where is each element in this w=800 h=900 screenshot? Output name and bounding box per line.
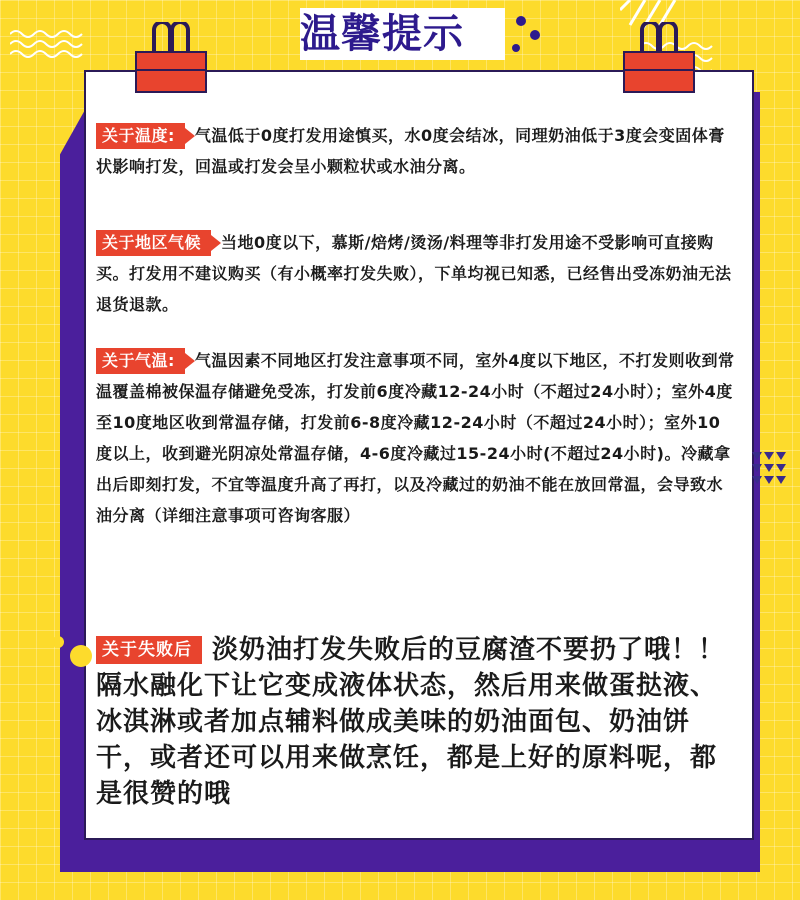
section-after-failure <box>96 632 736 812</box>
section-text: 气温因素不同地区打发注意事项不同，室外4度以下地区，不打发则收到常温覆盖棉被保温存储避免受冻，打发前6度冷藏12-24小时（不超过24小时）；室外4度至10度地区收到常温存储，打发前6-8度冷藏12-24小时（不超过24小时）；室外10度以上，收到避光阴凉处常温存储，4-6度冷藏过15-24小时(不超过24小时)。冷藏拿出后即刻打发，不宜等温度升高了再打，以及冷藏过的奶油不能在放回常温，会导致水油分离（详细注意事项可咨询客服） <box>96 351 735 525</box>
section-region-climate <box>96 227 736 320</box>
wave-decoration-top-left <box>10 28 85 58</box>
section-tag: 关于气温: <box>96 348 185 374</box>
section-text: 气温低于0度打发用途慎买，水0度会结冰，同理奶油低于3度会变固体膏状影响打发，回温或打发会呈小颗粒状或水油分离。 <box>96 126 725 176</box>
section-text: 当地0度以下，慕斯/焙烤/烫汤/料理等非打发用途不受影响可直接购买。打发用不建议购买（有小概率打发失败），下单均视已知悉，已经售出受冻奶油无法退货退款。 <box>96 233 732 314</box>
yellow-dot-decoration <box>52 636 64 648</box>
title-dot-decoration <box>516 16 526 26</box>
section-temperature <box>96 120 736 182</box>
shopping-bag-icon <box>616 22 706 94</box>
section-tag: 关于地区气候 <box>96 230 211 256</box>
section-tag: 关于温度: <box>96 123 185 149</box>
triangle-pattern-decoration <box>752 452 796 486</box>
shopping-bag-icon <box>124 22 214 94</box>
section-tag: 关于失败后 <box>96 636 202 664</box>
yellow-dot-decoration <box>70 645 92 667</box>
title-dot-decoration <box>530 30 540 40</box>
page-title: 温馨提示 <box>300 11 464 57</box>
section-text: 淡奶油打发失败后的豆腐渣不要扔了哦！！隔水融化下让它变成液体状态，然后用来做蛋挞液、冰淇淋或者加点辅料做成美味的奶油面包、奶油饼干，或者还可以用来做烹饪，都是上好的原料呢，都是很赞的哦 <box>96 635 726 809</box>
title-dot-decoration <box>512 44 520 52</box>
section-air-temperature <box>96 345 736 531</box>
